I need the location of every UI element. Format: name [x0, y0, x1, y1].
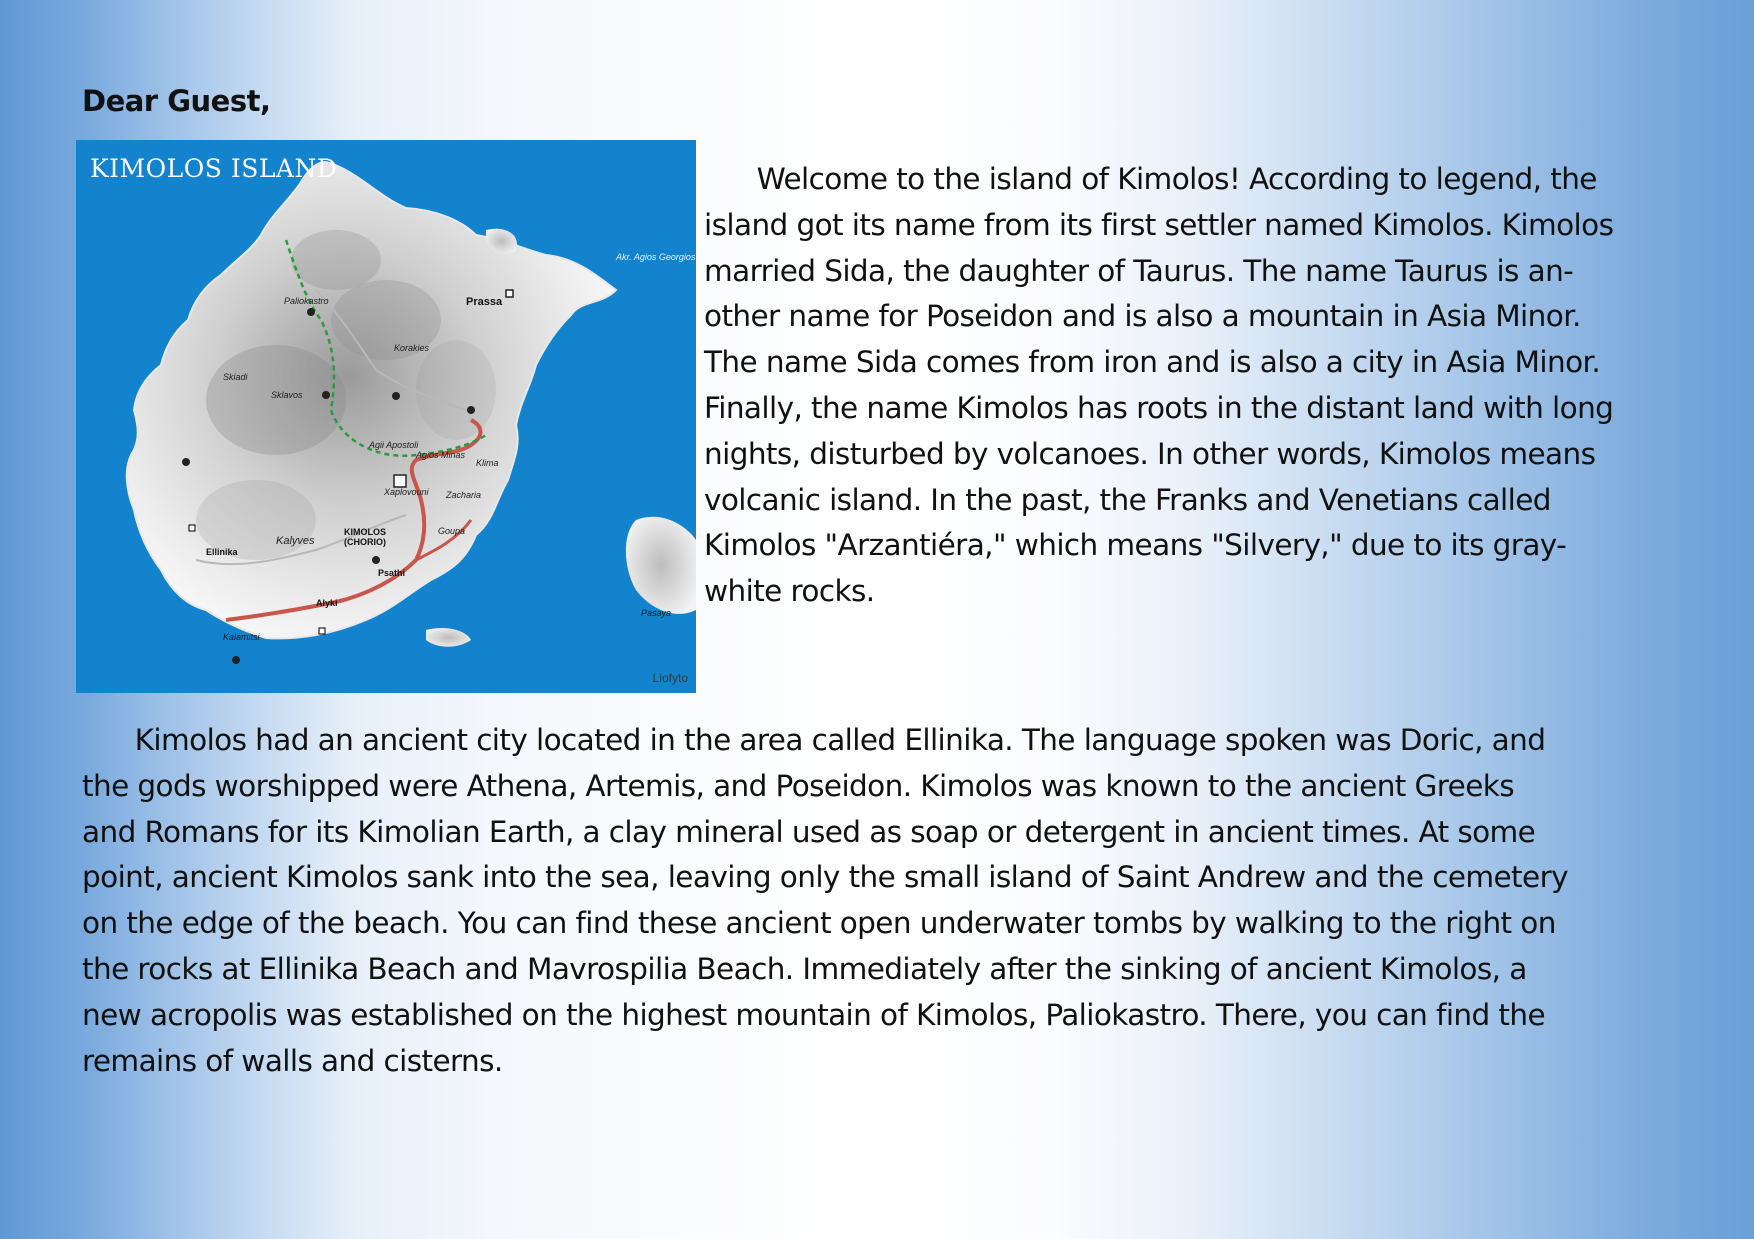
map-title: KIMOLOS ISLAND: [90, 154, 338, 183]
paragraph-line: volcanic island. In the past, the Franks and Venetians called: [704, 482, 1551, 517]
map-label-prassa: Prassa: [466, 296, 503, 308]
paragraph-line: The name Sida comes from iron and is also a city in Asia Minor.: [704, 345, 1601, 380]
paragraph-line: the rocks at Ellinika Beach and Mavrospilia Beach. Immediately after the sinking of ancient Kimolos, a: [82, 951, 1527, 986]
map-label-agii-apostoli: Agii Apostoli: [369, 440, 419, 450]
paragraph-line: the gods worshipped were Athena, Artemis, and Poseidon. Kimolos was known to the ancient Greeks: [82, 768, 1515, 803]
map-label-korakies: Korakies: [394, 343, 430, 353]
island-landmass: [127, 162, 616, 638]
map-label-xaplovouni: Xaplovouni: [384, 487, 429, 497]
map-label-pasaya: Pasaya: [641, 608, 672, 618]
paragraph-line: Welcome to the island of Kimolos! According to legend, the: [704, 162, 1597, 196]
map-label-zacharia: Zacharia: [446, 490, 482, 500]
paragraph-line: married Sida, the daughter of Taurus. The name Taurus is an-: [704, 253, 1574, 288]
map-label-agios-minas: Agios Minas: [416, 450, 466, 460]
map-label-kalamitsi: Kalamitsi: [223, 632, 260, 642]
paragraph-line: island got its name from its first settler named Kimolos. Kimolos: [704, 207, 1614, 242]
intro-paragraph: [704, 157, 1704, 615]
south-islet: [426, 628, 471, 647]
map-label-kalyves: Kalyves: [276, 535, 315, 547]
map-label-agios-georgios: Akr. Agios Georgios: [616, 252, 696, 262]
paragraph-line: and Romans for its Kimolian Earth, a clay mineral used as soap or detergent in ancient times. At some: [82, 814, 1536, 849]
map-label-psathi: Psathi: [378, 568, 406, 578]
paragraph-line: Finally, the name Kimolos has roots in the distant land with long: [704, 390, 1614, 425]
paragraph-line: new acropolis was established on the highest mountain of Kimolos, Paliokastro. There, you can find the: [82, 997, 1546, 1032]
map-label-paliokastro: Paliokastro: [284, 296, 329, 306]
greeting: Dear Guest,: [82, 84, 271, 118]
map-label-kimolos-chorio: KIMOLOS (CHORIO): [344, 527, 386, 547]
paragraph-line: Kimolos "Arzantiéra," which means "Silvery," due to its gray-: [704, 528, 1567, 563]
map-graphic: [76, 140, 696, 693]
history-paragraph: [82, 718, 1682, 1084]
east-islet: [626, 517, 696, 614]
paragraph-line: other name for Poseidon and is also a mountain in Asia Minor.: [704, 299, 1581, 334]
map-label-alyki: Alyki: [316, 598, 338, 608]
map-label-sklavos: Sklavos: [271, 390, 303, 400]
map-credit: Liofyto: [652, 671, 688, 685]
kimolos-island-map: [76, 140, 696, 693]
paragraph-line: Kimolos had an ancient city located in the area called Ellinika. The language spoken was Doric, and: [82, 723, 1546, 757]
map-label-goupa: Goupa: [438, 526, 466, 536]
paragraph-line: on the edge of the beach. You can find these ancient open underwater tombs by walking to the right on: [82, 906, 1556, 941]
paragraph-line: white rocks.: [704, 574, 875, 609]
paragraph-line: nights, disturbed by volcanoes. In other words, Kimolos means: [704, 436, 1596, 471]
paragraph-line: point, ancient Kimolos sank into the sea, leaving only the small island of Saint Andrew and the cemetery: [82, 860, 1568, 895]
paragraph-line: remains of walls and cisterns.: [82, 1043, 503, 1078]
map-label-klima: Klima: [476, 458, 499, 468]
map-label-ellinika: Ellinika: [206, 547, 238, 557]
map-label-skiadi: Skiadi: [223, 372, 248, 382]
